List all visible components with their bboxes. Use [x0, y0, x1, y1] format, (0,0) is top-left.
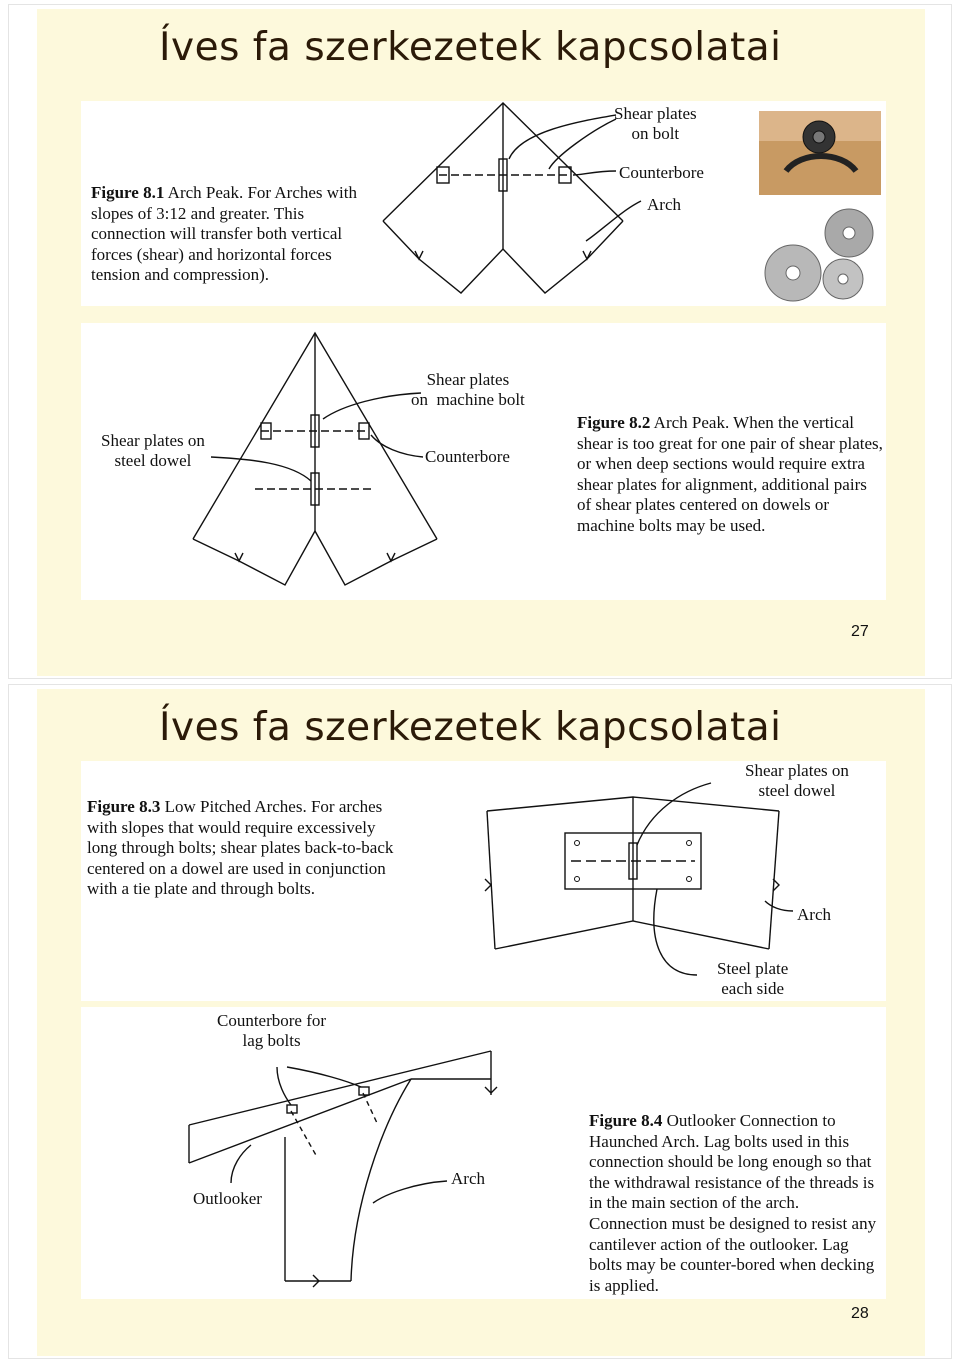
- break-left: [485, 879, 491, 891]
- figure-8-1-caption-label: Figure 8.1: [91, 183, 165, 202]
- figure-8-2-caption-text: Arch Peak. When the vertical shear is too great for one pair of shear plates, or when deep sections would require extra shear plates for alignment, additional pairs of shear plates centered on dowels or machine bolts may be used.: [577, 413, 883, 535]
- bolt-hole-3: [687, 841, 692, 846]
- label-arch: Arch: [797, 905, 831, 924]
- break-mark-left: [415, 251, 423, 259]
- figure-8-2-caption: [577, 413, 883, 537]
- page-number: 27: [851, 623, 869, 640]
- label-shear-plates-steel-dowel: Shear plates on steel dowel: [745, 761, 849, 800]
- figure-8-3-caption-text: Low Pitched Arches. For arches with slopes that would require excessively long through bolts; shear plates back-to-back centered on a dowel are used in conjunction with a tie plate and through bolts.: [87, 797, 394, 899]
- leader-bolt: [323, 393, 421, 419]
- label-arch: Arch: [451, 1169, 485, 1188]
- label-shear-plates-machine-bolt: Shear plates on machine bolt: [411, 370, 525, 409]
- photo-plate-1-hole: [786, 266, 800, 280]
- leader-counterbore-1: [277, 1067, 291, 1105]
- figure-8-4-caption-text: Outlooker Connection to Haunched Arch. Lag bolts used in this connection should be long enough so that the withdrawal resistance of the threads is in the main section of the arch. Connection must be designed to resist any cantilever action of the outlooker. Lag bolts may be counter-bored when decking is applied.: [589, 1111, 877, 1295]
- lag-bolt-1: [291, 1111, 317, 1157]
- break-mark-right: [583, 251, 591, 259]
- label-arch: Arch: [647, 195, 681, 214]
- label-counterbore: Counterbore: [619, 163, 704, 182]
- leader-outlooker: [231, 1145, 251, 1183]
- slide-title: Íves fa szerkezetek kapcsolatai: [159, 705, 782, 750]
- figure-8-4-caption-label: Figure 8.4: [589, 1111, 663, 1130]
- page-number: 28: [851, 1305, 869, 1322]
- leader-arch: [586, 201, 641, 241]
- figure-8-3-panel: [81, 761, 886, 1001]
- figure-8-3-caption-label: Figure 8.3: [87, 797, 161, 816]
- figure-8-1-drawing: [81, 101, 886, 306]
- leader-arch: [373, 1181, 447, 1203]
- photo-plate-3-hole: [838, 274, 848, 284]
- leader-dowel: [637, 783, 711, 845]
- label-shear-plates-on-bolt: Shear plates on bolt: [614, 104, 697, 143]
- figure-8-1-panel: [81, 101, 886, 306]
- leader-counterbore: [371, 435, 423, 457]
- leader-counterbore: [573, 171, 616, 175]
- outlooker-top: [189, 1051, 491, 1125]
- lag-bolt-2: [363, 1093, 377, 1123]
- figure-8-4-panel: [81, 1007, 886, 1299]
- bolt-hole-4: [687, 877, 692, 882]
- figure-8-1-caption-text: Arch Peak. For Arches with slopes of 3:12 and greater. This connection will transfer both vertical forces (shear) and horizontal forces tension and compression).: [91, 183, 357, 285]
- leader-dowel: [211, 457, 311, 481]
- slide-27: [8, 4, 952, 679]
- arch-bottom: [193, 531, 437, 585]
- label-outlooker: Outlooker: [193, 1189, 262, 1208]
- leader-shear-1: [509, 115, 616, 159]
- photo-plate-2-hole: [843, 227, 855, 239]
- figure-8-2-caption-label: Figure 8.2: [577, 413, 651, 432]
- figure-8-2-panel: [81, 323, 886, 600]
- bolt-hole-2: [575, 877, 580, 882]
- leader-counterbore-2: [287, 1067, 361, 1087]
- photo-bolt: [813, 131, 825, 143]
- arch-bottom: [495, 921, 769, 949]
- arch-left-end: [487, 811, 495, 949]
- figure-8-4-caption: [589, 1111, 881, 1296]
- label-steel-plate-each-side: Steel plate each side: [717, 959, 789, 998]
- slide-title: Íves fa szerkezetek kapcsolatai: [159, 25, 782, 70]
- label-counterbore: Counterbore: [425, 447, 510, 466]
- bolt-hole-1: [575, 841, 580, 846]
- label-counterbore-lag-bolts: Counterbore for lag bolts: [217, 1011, 327, 1050]
- slide-28: [8, 684, 952, 1359]
- leader-arch: [765, 901, 793, 911]
- label-shear-plates-steel-dowel: Shear plates on steel dowel: [101, 431, 205, 470]
- leader-steel-plate: [654, 889, 697, 975]
- arch-curve: [351, 1079, 411, 1281]
